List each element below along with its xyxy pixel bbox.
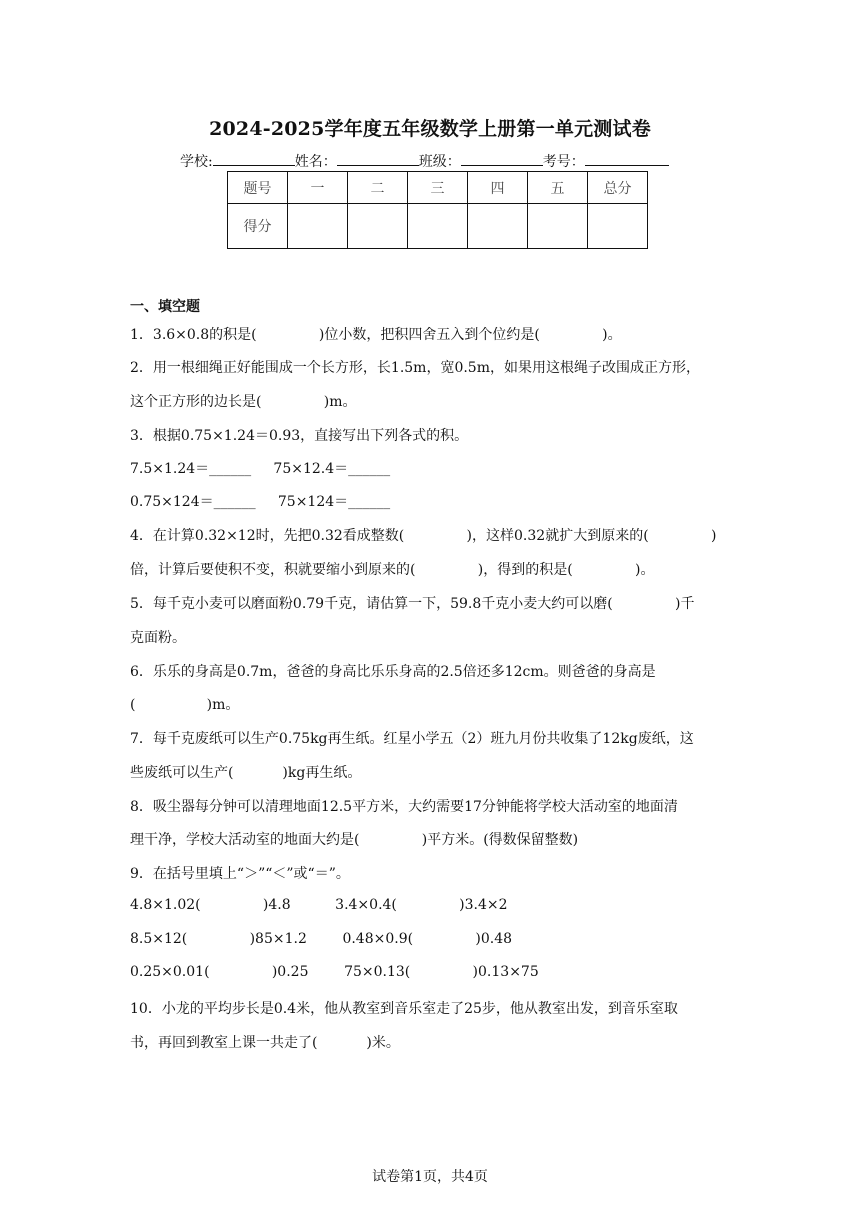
question-line: 4.8×1.02( )4.8 3.4×0.4( )3.4×2	[130, 897, 508, 913]
name-label: 姓名：	[294, 154, 337, 170]
score-header-cell: 二	[348, 172, 408, 204]
question-line: 0.75×124＝______ 75×124＝______	[130, 494, 391, 510]
student-info-line	[180, 151, 669, 171]
class-label: 班级：	[418, 154, 461, 170]
question-line: 克面粉。	[130, 630, 186, 646]
question-line: 这个正方形的边长是( )m。	[130, 394, 357, 410]
score-cell	[528, 204, 588, 249]
school-blank	[213, 151, 295, 166]
exam-no-label: 考号：	[542, 154, 585, 170]
page-footer: 试卷第1页，共4页	[372, 1169, 488, 1185]
question-line: 3．根据0.75×1.24＝0.93，直接写出下列各式的积。	[130, 428, 469, 444]
score-cell	[408, 204, 468, 249]
score-header-cell: 五	[528, 172, 588, 204]
question-line: 9．在括号里填上“＞”“＜”或“＝”。	[130, 866, 350, 882]
class-blank	[461, 151, 543, 166]
question-line: 倍，计算后要使积不变，积就要缩小到原来的( )，得到的积是( )。	[130, 562, 655, 578]
score-header-cell: 一	[288, 172, 348, 204]
score-header-cell: 总分	[588, 172, 648, 204]
question-line: 7.5×1.24＝______ 75×12.4＝______	[130, 461, 391, 477]
question-line: 5．每千克小麦可以磨面粉0.79千克，请估算一下，59.8千克小麦大约可以磨( )千	[130, 596, 695, 612]
question-line: 0.25×0.01( )0.25 75×0.13( )0.13×75	[130, 964, 539, 980]
score-cell	[468, 204, 528, 249]
question-line: 8．吸尘器每分钟可以清理地面12.5平方米，大约需要17分钟能将学校大活动室的地面清	[130, 799, 678, 815]
question-line: 书，再回到教室上课一共走了( )米。	[130, 1035, 400, 1051]
school-label: 学校:	[180, 154, 213, 170]
exam-no-blank	[585, 151, 669, 166]
question-line: 6．乐乐的身高是0.7m，爸爸的身高比乐乐身高的2.5倍还多12cm。则爸爸的身高是	[130, 664, 656, 680]
score-table	[227, 171, 648, 249]
page-title: 2024-2025学年度五年级数学上册第一单元测试卷	[209, 118, 651, 140]
question-line: 些废纸可以生产( )kg再生纸。	[130, 765, 362, 781]
question-line: 8.5×12( )85×1.2 0.48×0.9( )0.48	[130, 931, 513, 947]
question-line: ( )m。	[130, 697, 240, 713]
question-line: 10．小龙的平均步长是0.4米，他从教室到音乐室走了25步，他从教室出发，到音乐室取	[130, 1001, 678, 1017]
score-header-cell: 四	[468, 172, 528, 204]
question-line: 4．在计算0.32×12时，先把0.32看成整数( )，这样0.32就扩大到原来的( )	[130, 528, 717, 544]
score-row-label: 得分	[228, 204, 288, 249]
question-line: 7．每千克废纸可以生产0.75kg再生纸。红星小学五（2）班九月份共收集了12kg废纸，这	[130, 731, 694, 747]
score-header-cell: 题号	[228, 172, 288, 204]
section-heading: 一、填空题	[130, 299, 200, 315]
score-header-cell: 三	[408, 172, 468, 204]
question-line: 2．用一根细绳正好能围成一个长方形，长1.5m，宽0.5m，如果用这根绳子改围成正方形，	[130, 360, 700, 376]
score-cell	[348, 204, 408, 249]
score-cell	[288, 204, 348, 249]
name-blank	[337, 151, 419, 166]
question-line: 1．3.6×0.8的积是( )位小数，把积四舍五入到个位约是( )。	[130, 327, 622, 343]
question-line: 理干净，学校大活动室的地面大约是( )平方米。(得数保留整数)	[130, 832, 579, 848]
score-cell	[588, 204, 648, 249]
